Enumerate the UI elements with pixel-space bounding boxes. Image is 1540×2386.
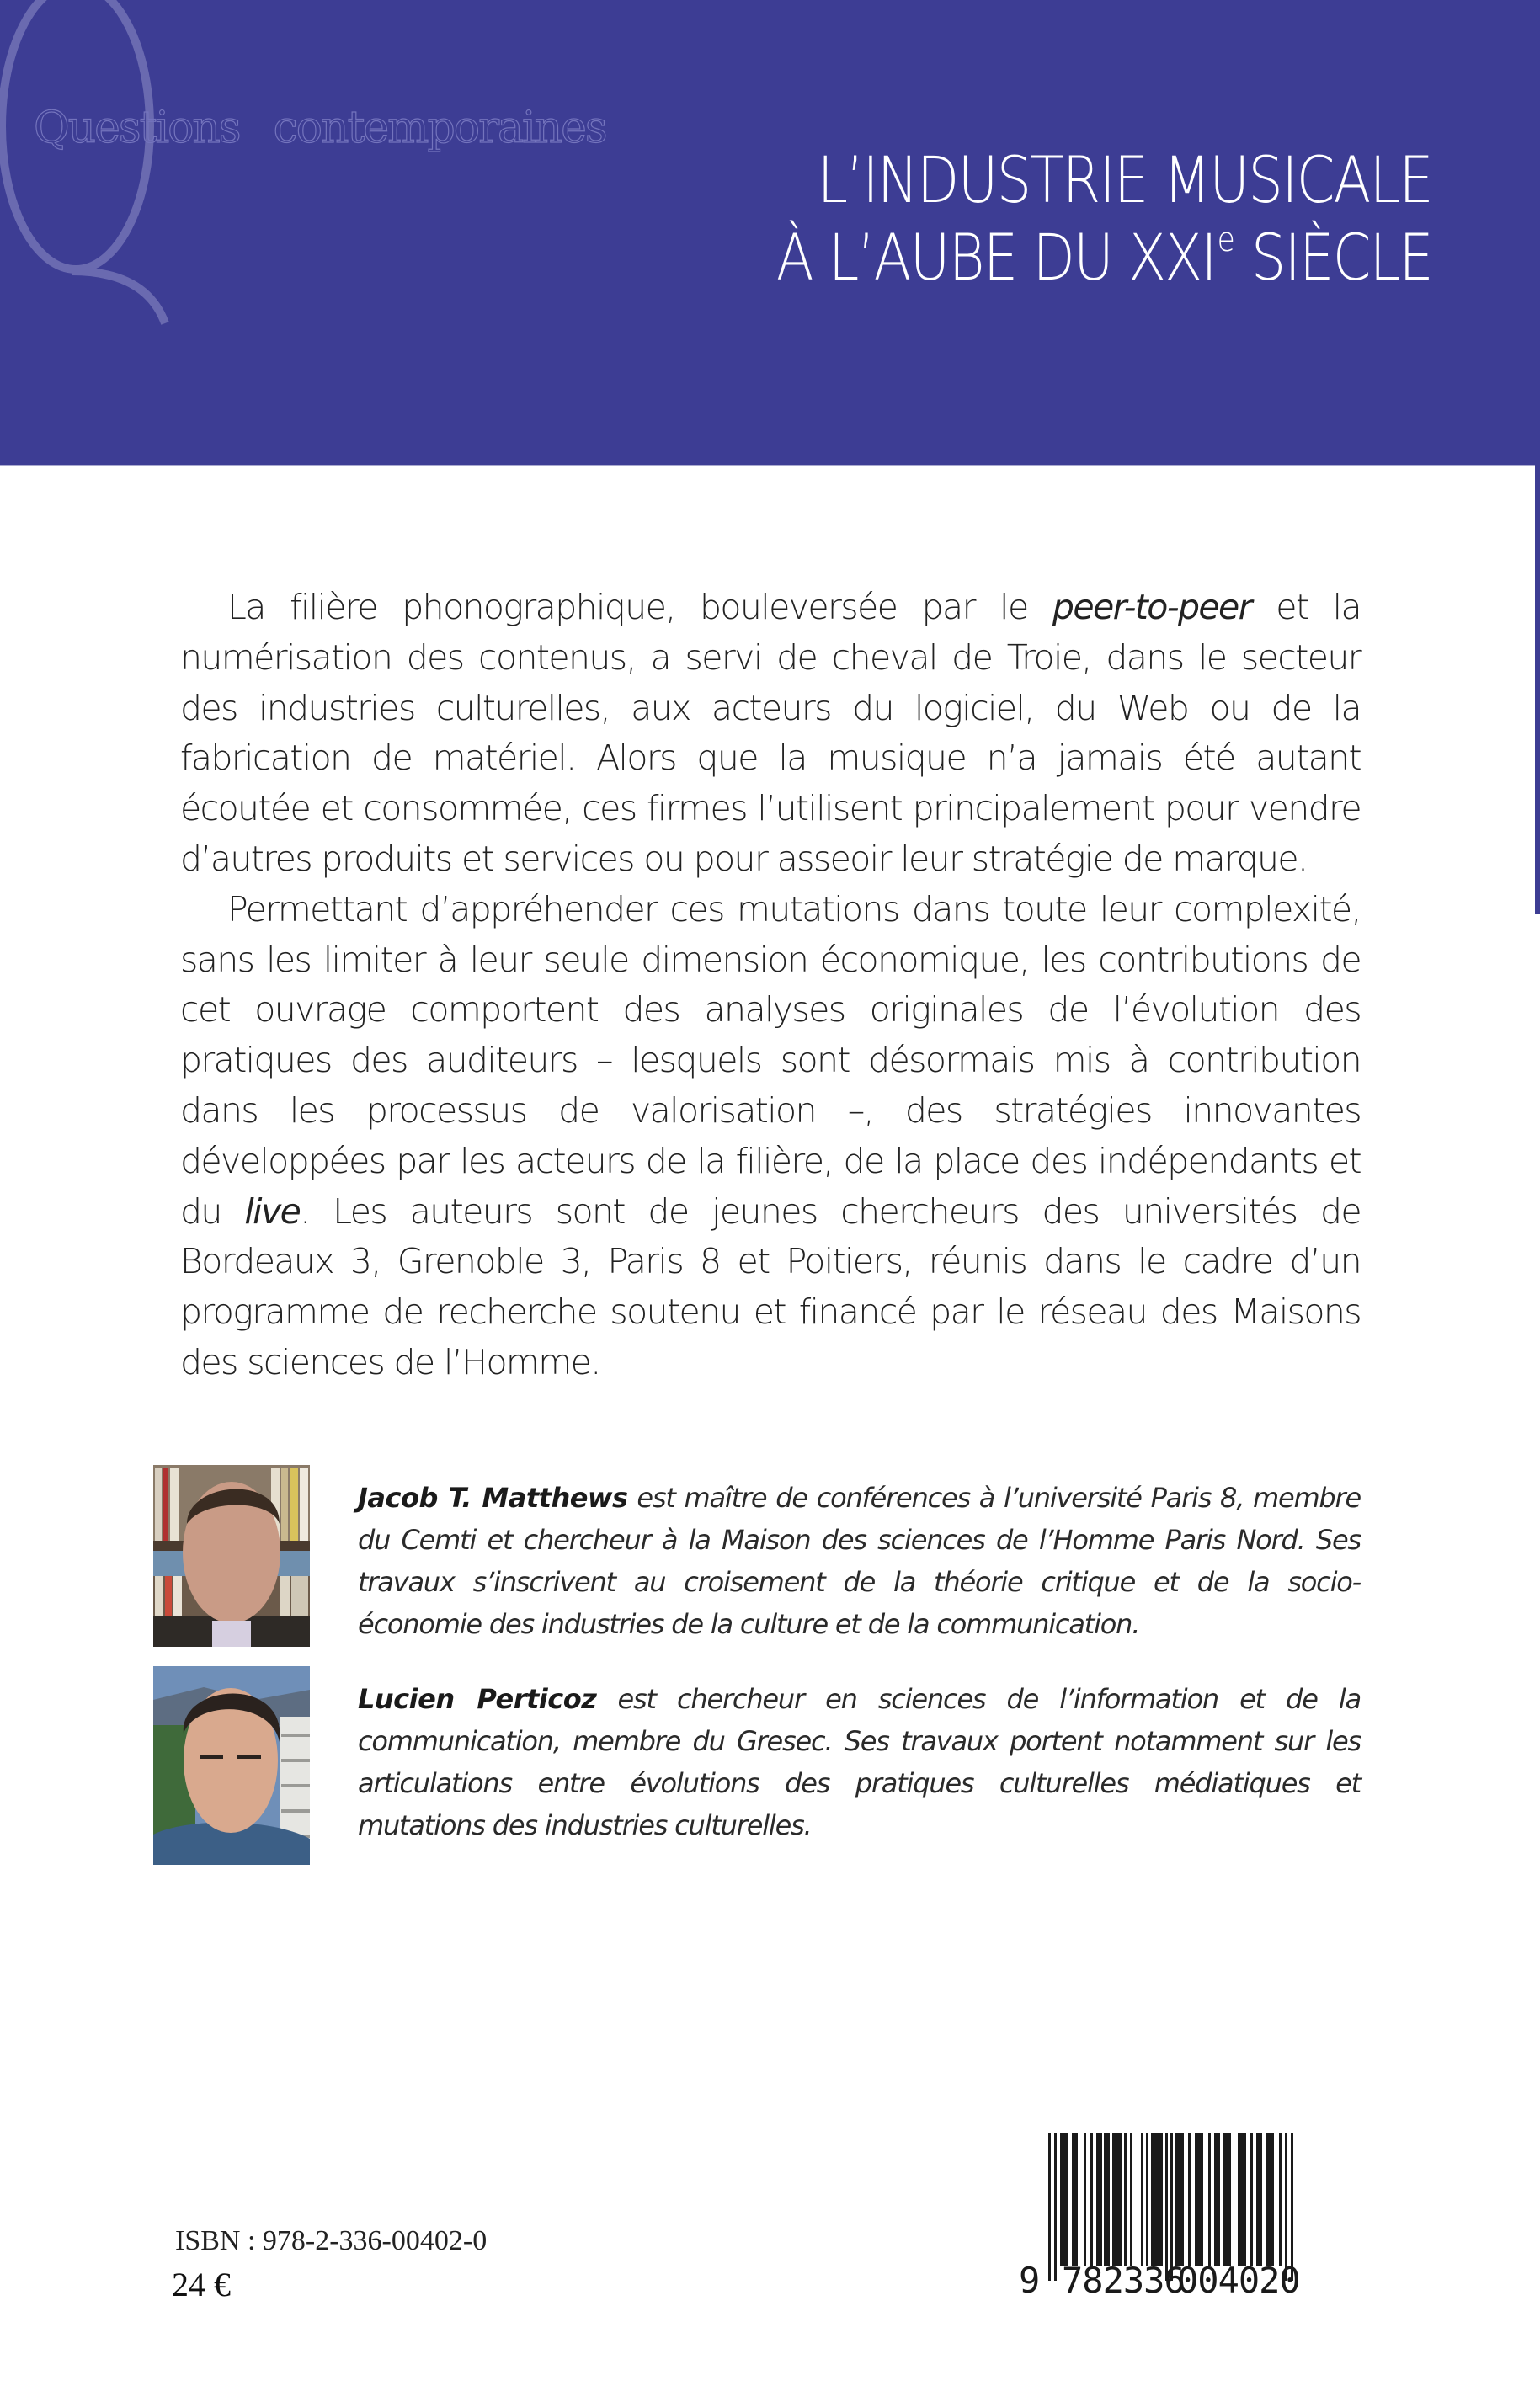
portrait-image-icon [153,1465,310,1647]
author-name-1: Jacob T. Matthews [358,1482,628,1514]
blurb-text: Permettant d’appréhender ces mutations dans toute leur complexité, sans les limiter à leur seule dimension économique, les contributions de cet ouvrage comportent des analyses originales de l’évolution des pratiques des auditeurs – lesquels sont désormais mis à contribution dans les processus de valorisation –, des stratégies innovantes développées par les acteurs de la filière, de la place des indépendants et du [180,888,1361,1232]
barcode-digits-left: 782336 [1062,2260,1185,2301]
author-photo-1 [153,1465,310,1647]
series-label-word1: Questions [34,103,240,153]
portrait-image-icon [153,1666,310,1865]
blurb-italic-term: live [244,1190,301,1232]
author-bio-text-2 [358,1678,1361,1846]
blurb-paragraph-1 [180,583,1361,885]
author-name-2: Lucien Perticoz [358,1683,597,1715]
blurb-text: . Les auteurs sont de jeunes chercheurs des universités de Bordeaux 3, Grenoble 3, Paris 8 et Poitiers, réunis dans le cadre d’un programme de recherche soutenu et financé par le réseau des Maisons des sciences de l’Homme. [180,1190,1361,1382]
author-description-2: est chercheur en sciences de l’information et de la communication, membre du Gresec. Ses travaux portent notamment sur les articulations entre évolutions des pratiques culturelles médiatiques et mutations des industries culturelles. [358,1683,1361,1841]
author-photo-2 [153,1666,310,1865]
title-line-2 [776,219,1432,296]
title-line-2-prefix: À L’AUBE DU XXI [775,220,1216,295]
series-label [34,103,606,153]
isbn-label: ISBN : 978-2-336-00402-0 [175,2225,488,2256]
series-q-letter-icon [0,0,303,354]
author-bio-2 [153,1666,1361,1865]
barcode-digit-first: 9 [1019,2260,1041,2301]
series-label-word2: contemporaines [273,103,606,153]
barcode-digits-right: 004020 [1177,2260,1300,2301]
blurb-paragraph-2 [180,885,1361,1388]
blurb-text: La filière phonographique, bouleversée par le [227,587,1052,627]
blurb-text: et la numérisation des contenus, a servi de cheval de Troie, dans le secteur des industries culturelles, aux acteurs du logiciel, du Web ou de la fabrication de matériel. Alors que la musique n’a jamais été autant écoutée et consommée, ces firmes l’utilisent principalement pour vendre d’autres produits et services ou pour asseoir leur stratégie de marque. [180,587,1361,879]
author-bio-1 [153,1465,1361,1647]
title-line-2-suffix: SIÈCLE [1234,220,1432,295]
author-bio-text-1 [358,1477,1361,1645]
blurb-italic-term: peer-to-peer [1052,587,1251,627]
cover-header [0,0,1540,466]
back-cover-blurb [180,583,1361,1388]
price-label: 24 € [172,2266,231,2303]
title-superscript: e [1217,221,1234,259]
author-description-1: est maître de conférences à l’université Paris 8, membre du Cemti et chercheur à la Maison des sciences de l’Homme Paris Nord. Ses travaux s’inscrivent au croisement de la théorie critique et de la socio-économie des industries de la culture et de la communication. [358,1482,1361,1640]
book-title [776,141,1432,296]
spine-edge-strip [1535,453,1540,914]
title-line-1: L’INDUSTRIE MUSICALE [817,142,1432,217]
